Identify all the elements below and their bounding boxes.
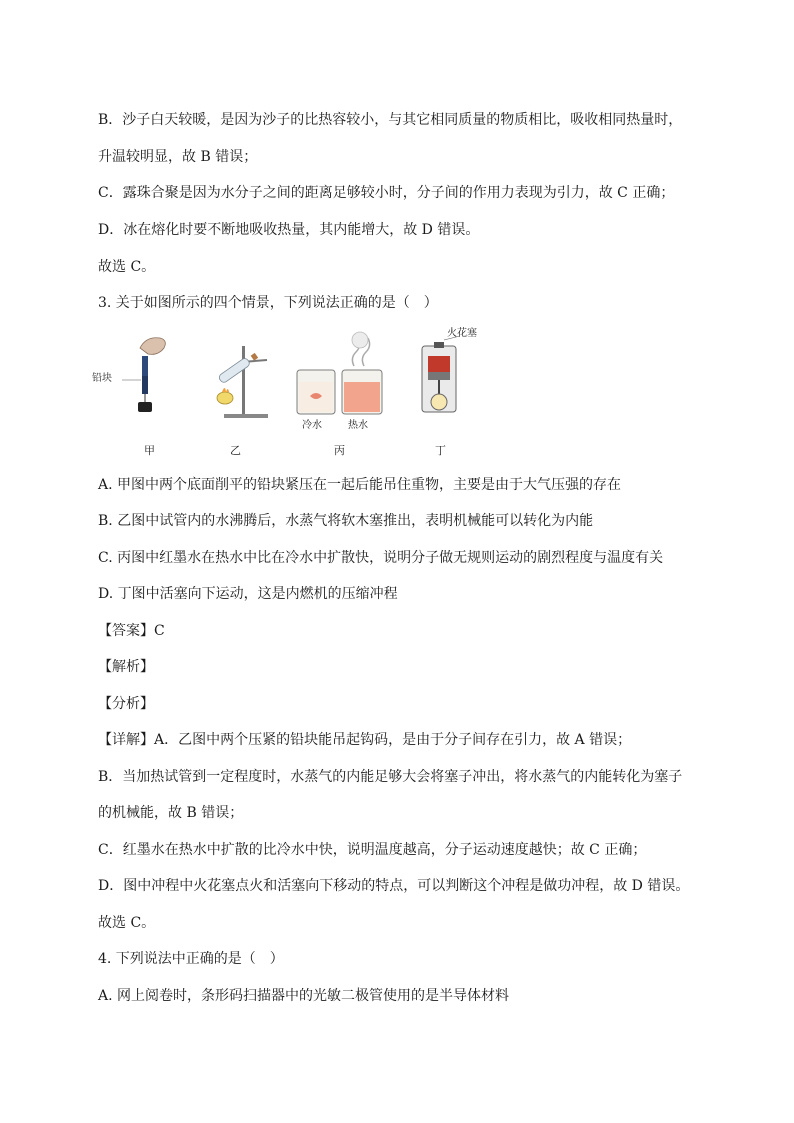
detail-line: 故选 C。 [98, 915, 156, 931]
text-line: D．冰在熔化时要不断地吸收热量，其内能增大，故 D 错误。 [98, 222, 480, 238]
question-4-stem: 4. 下列说法中正确的是（ ） [98, 951, 284, 967]
detail-line: B．当加热试管到一定程度时，水蒸气的内能足够大会将塞子冲出，将水蒸气的内能转化为塞子 [98, 769, 683, 785]
caption-ding: 丁 [435, 444, 446, 457]
option-b: B. 乙图中试管内的水沸腾后，水蒸气将软木塞推出，表明机械能可以转化为内能 [98, 513, 594, 529]
text-line: 升温较明显，故 B 错误； [98, 149, 258, 165]
question-3-figure [92, 326, 492, 460]
caption-jia: 甲 [144, 444, 155, 457]
test-tube-illustration [217, 346, 268, 418]
question-3-stem: 3. 关于如图所示的四个情景，下列说法正确的是（ ） [98, 295, 438, 311]
beakers-illustration [297, 332, 382, 414]
text-line: B．沙子白天较暖，是因为沙子的比热容较小，与其它相同质量的物质相比，吸收相同热量时， [98, 112, 683, 128]
label-hot-water: 热水 [348, 420, 368, 431]
text-line: 故选 C。 [98, 259, 156, 275]
option-c: C. 丙图中红墨水在热水中比在冷水中扩散快，说明分子做无规则运动的剧烈程度与温度有关 [98, 550, 664, 566]
answer-heading: 【答案】C [98, 623, 165, 639]
lead-blocks-illustration [122, 338, 165, 412]
detail-line: 【详解】A．乙图中两个压紧的铅块能吊起钩码，是由于分子间存在引力，故 A 错误； [98, 732, 632, 748]
label-spark-plug: 火花塞 [447, 328, 477, 339]
detail-line: D．图中冲程中火花塞点火和活塞向下移动的特点，可以判断这个冲程是做功冲程，故 D 错误。 [98, 878, 690, 894]
caption-bing: 丙 [334, 444, 345, 457]
option-a: A. 甲图中两个底面削平的铅块紧压在一起后能吊住重物，主要是由于大气压强的存在 [98, 477, 622, 493]
text-line: C．露珠合聚是因为水分子之间的距离足够较小时，分子间的作用力表现为引力，故 C 正确； [98, 185, 675, 201]
experiment-illustrations [92, 326, 492, 460]
analysis-subheading: 【分析】 [98, 696, 154, 712]
label-lead-block: 铅块 [92, 373, 112, 384]
label-cold-water: 冷水 [302, 420, 322, 431]
question-4-option-a: A. 网上阅卷时，条形码扫描器中的光敏二极管使用的是半导体材料 [98, 988, 510, 1004]
detail-line: 的机械能，故 B 错误； [98, 805, 244, 821]
analysis-heading: 【解析】 [98, 659, 154, 675]
caption-yi: 乙 [230, 444, 241, 457]
detail-line: C．红墨水在热水中扩散的比冷水中快，说明温度越高，分子运动速度越快；故 C 正确； [98, 842, 647, 858]
option-d: D. 丁图中活塞向下运动，这是内燃机的压缩冲程 [98, 586, 398, 602]
engine-cylinder-illustration [422, 336, 460, 412]
